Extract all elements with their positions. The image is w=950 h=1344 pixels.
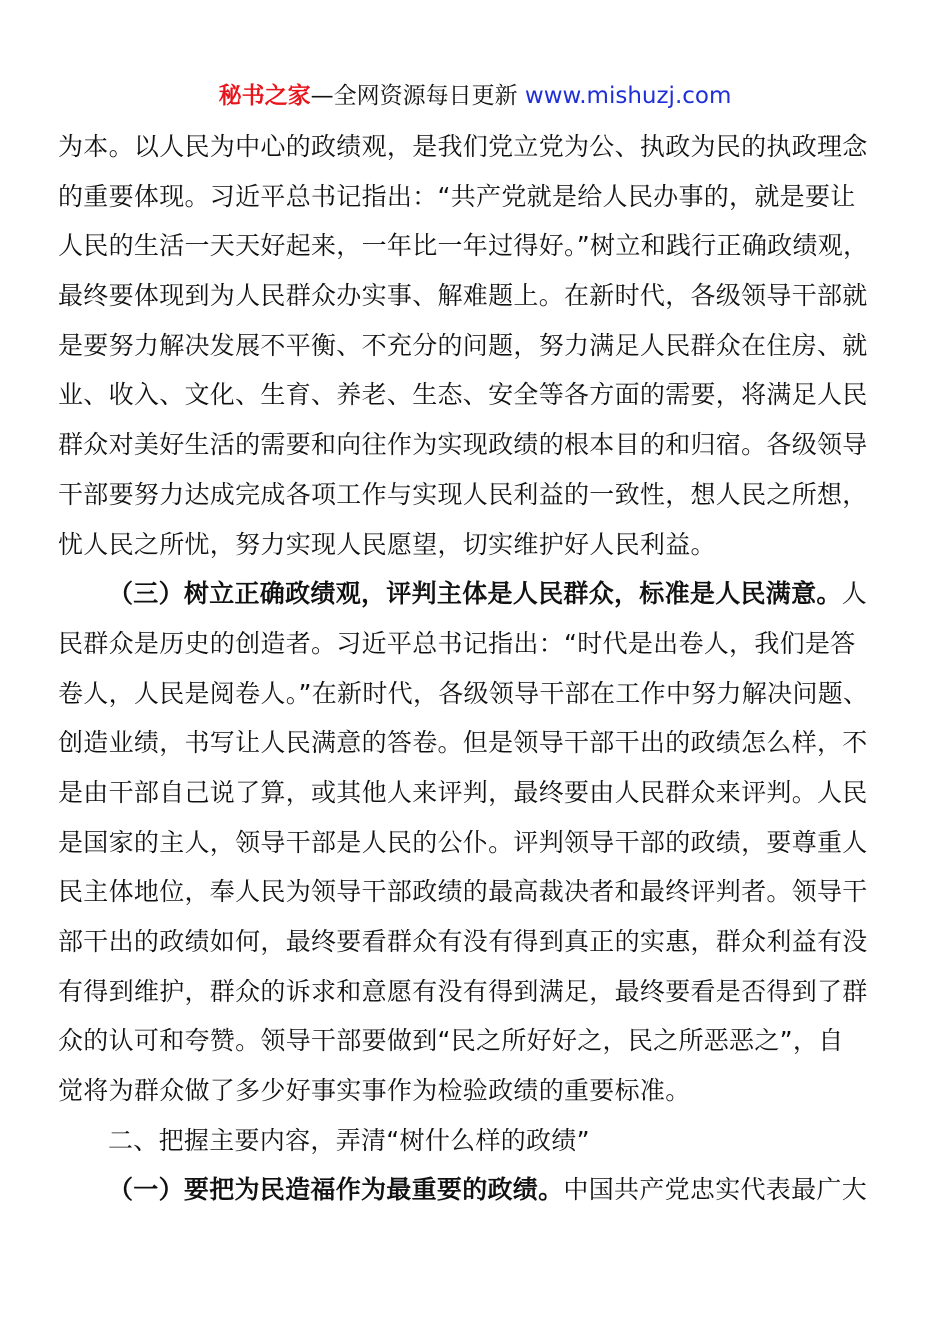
text-line: 创造业绩，书写让人民满意的答卷。但是领导干部干出的政绩怎么样，不 — [58, 728, 868, 758]
text-line: 是国家的主人，领导干部是人民的公仆。评判领导干部的政绩，要尊重人 — [58, 827, 868, 857]
text-line: 忧人民之所忧，努力实现人民愿望，切实维护好人民利益。 — [58, 529, 716, 559]
text-line: 最终要体现到为人民群众办实事、解难题上。在新时代，各级领导干部就 — [58, 281, 868, 311]
site-url-link[interactable]: www.mishuzj.com — [524, 83, 732, 109]
text-line — [58, 569, 888, 619]
text-line: 卷人，人民是阅卷人。”在新时代，各级领导干部在工作中努力解决问题、 — [58, 678, 869, 708]
text-line: 民主体地位，奉人民为领导干部政绩的最高裁决者和最终评判者。领导干 — [58, 877, 868, 907]
text-line: 人民的生活一天天好起来，一年比一年过得好。”树立和践行正确政绩观， — [58, 231, 869, 261]
site-brand: 秘书之家 — [218, 83, 311, 109]
text-line — [58, 1165, 888, 1215]
text-line: 业、收入、文化、生育、养老、生态、安全等各方面的需要，将满足人民 — [58, 380, 868, 410]
document-body — [58, 122, 888, 1215]
site-header — [0, 80, 950, 112]
paragraph-heading: （一）要把为民造福作为最重要的政绩。 — [108, 1175, 564, 1205]
section-heading: 二、把握主要内容，弄清“树什么样的政绩” — [108, 1125, 590, 1155]
text-line: 民群众是历史的创造者。习近平总书记指出：“时代是出卷人，我们是答 — [58, 628, 856, 658]
paragraph-heading: （三）树立正确政绩观，评判主体是人民群众，标准是人民满意。 — [108, 579, 842, 609]
site-tagline: —全网资源每日更新 — [310, 83, 525, 109]
paragraph-text: 中国共产党忠实代表最广大 — [563, 1175, 868, 1205]
text-line: 部干出的政绩如何，最终要看群众有没有得到真正的实惠，群众利益有没 — [58, 927, 868, 956]
text-line: 干部要努力达成完成各项工作与实现人民利益的一致性，想人民之所想， — [58, 479, 868, 509]
text-line: 众的认可和夸赞。领导干部要做到“民之所好好之，民之所恶恶之”，自 — [58, 1026, 844, 1056]
text-line: 是由干部自己说了算，或其他人来评判，最终要由人民群众来评判。人民 — [58, 777, 868, 807]
text-line: 觉将为群众做了多少好事实事作为检验政绩的重要标准。 — [58, 1076, 691, 1106]
text-line: 是要努力解决发展不平衡、不充分的问题，努力满足人民群众在住房、就 — [58, 330, 868, 360]
text-line: 群众对美好生活的需要和向往作为实现政绩的根本目的和归宿。各级领导 — [58, 430, 868, 460]
paragraph-text: 人 — [841, 579, 868, 609]
paragraph-1 — [58, 122, 888, 569]
text-line: 为本。以人民为中心的政绩观，是我们党立党为公、执政为民的执政理念 — [58, 132, 868, 161]
paragraph-2 — [58, 569, 888, 1116]
text-line: 的重要体现。习近平总书记指出：“共产党就是给人民办事的，就是要让 — [58, 181, 856, 211]
text-line: 有得到维护，群众的诉求和意愿有没有得到满足，最终要看是否得到了群 — [58, 976, 868, 1006]
